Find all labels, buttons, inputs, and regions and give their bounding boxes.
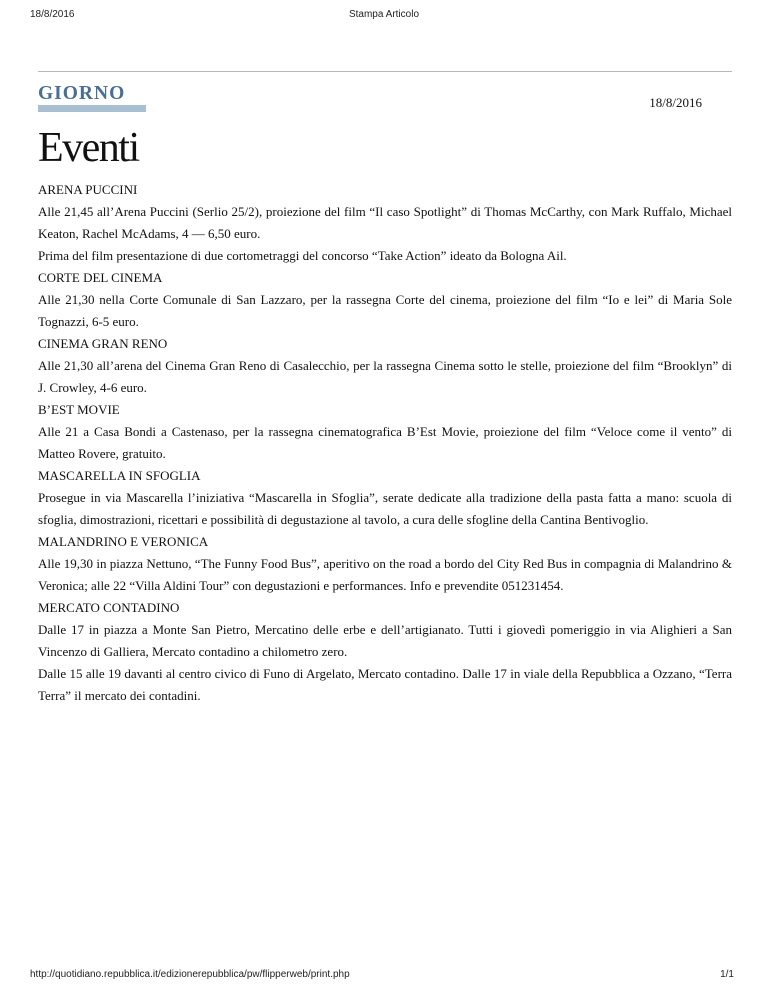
paragraph: MERCATO CONTADINO bbox=[38, 600, 180, 615]
article-body bbox=[38, 179, 732, 707]
paragraph: B’EST MOVIE bbox=[38, 402, 120, 417]
print-title: Stampa Articolo bbox=[348, 9, 420, 20]
paragraph: Dalle 17 in piazza a Monte San Pietro, Mercatino delle erbe e dell’artigianato. Tutti i giovedì pomeriggio in via Alighieri a San Vincenzo di Galliera, Mercato contadino a chilometro zero. bbox=[38, 622, 732, 659]
paragraph: Alle 21,45 all’Arena Puccini (Serlio 25/2), proiezione del film “Il caso Spotlight” di Thomas McCarthy, con Mark Ruffalo, Michael Keaton, Rachel McAdams, 4 — 6,50 euro. bbox=[38, 204, 732, 241]
paragraph: Prima del film presentazione di due cortometraggi del concorso “Take Action” ideato da Bologna Ail. bbox=[38, 248, 567, 263]
print-url: http://quotidiano.repubblica.it/edizionerepubblica/pw/flipperweb/print.php bbox=[30, 969, 350, 980]
paragraph: Alle 19,30 in piazza Nettuno, “The Funny Food Bus”, aperitivo on the road a bordo del City Red Bus in compagnia di Malandrino & Veronica; alle 22 “Villa Aldini Tour” con degustazioni e performances. Info e prevendite 051231454. bbox=[38, 556, 732, 593]
newspaper-logo bbox=[38, 84, 146, 112]
paragraph: Alle 21 a Casa Bondi a Castenaso, per la rassegna cinematografica B’Est Movie, proiezione del film “Veloce come il vento” di Matteo Rovere, gratuito. bbox=[38, 424, 732, 461]
paragraph: MALANDRINO E VERONICA bbox=[38, 534, 209, 549]
print-date: 18/8/2016 bbox=[30, 9, 75, 20]
paragraph: CINEMA GRAN RENO bbox=[38, 336, 168, 351]
paragraph: MASCARELLA IN SFOGLIA bbox=[38, 468, 201, 483]
publication-date: 18/8/2016 bbox=[649, 95, 702, 110]
paragraph: Dalle 15 alle 19 davanti al centro civico di Funo di Argelato, Mercato contadino. Dalle 17 in viale della Repubblica a Ozzano, “Terra Terra” il mercato dei contadini. bbox=[38, 666, 732, 703]
page-number: 1/1 bbox=[720, 969, 734, 980]
paragraph: Prosegue in via Mascarella l’iniziativa “Mascarella in Sfoglia”, serate dedicate alla tradizione della pasta fatta a mano: scuola di sfoglia, dimostrazioni, ricettari e possibilità di degustazione al tavolo, a cura delle sfogline della Cantina Bentivoglio. bbox=[38, 490, 732, 527]
paragraph: ARENA PUCCINI bbox=[38, 182, 138, 197]
paragraph: Alle 21,30 all’arena del Cinema Gran Reno di Casalecchio, per la rassegna Cinema sotto le stelle, proiezione del film “Brooklyn” di J. Crowley, 4-6 euro. bbox=[38, 358, 732, 395]
logo-underline-bar bbox=[38, 105, 146, 112]
paragraph: Alle 21,30 nella Corte Comunale di San Lazzaro, per la rassegna Corte del cinema, proiezione del film “Io e lei” di Maria Sole Tognazzi, 6-5 euro. bbox=[38, 292, 732, 329]
logo-text: GIORNO bbox=[38, 83, 126, 104]
paragraph: CORTE DEL CINEMA bbox=[38, 270, 163, 285]
article-title: Eventi bbox=[38, 125, 139, 171]
header-divider bbox=[38, 71, 732, 72]
